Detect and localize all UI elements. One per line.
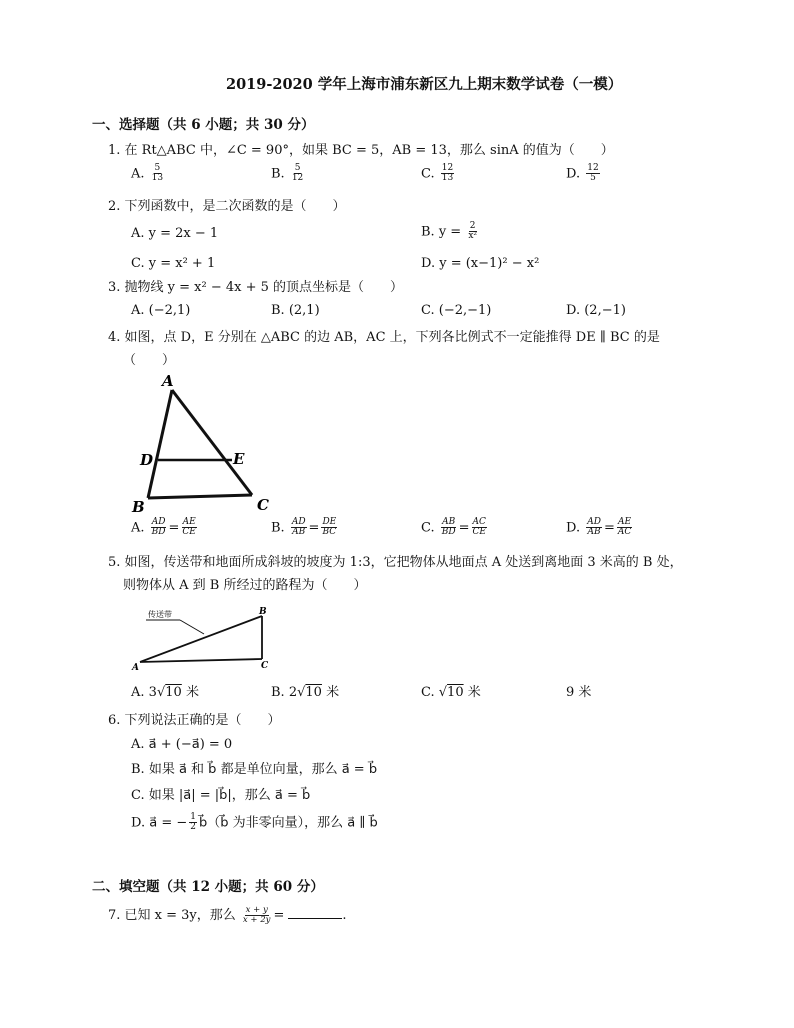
ground-line: [140, 659, 262, 662]
conveyor-belt-line: [140, 616, 262, 662]
question-6-option-c: C. 如果 |a⃗| = |b⃗|，那么 a⃗ = b⃗: [131, 788, 311, 803]
label-b: B: [132, 498, 145, 514]
question-1-option-c: C. $\frac{12}{13}$: [421, 163, 454, 184]
question-4-option-c: C. $\frac{AB}{BD}$ = $\frac{AC}{CE}$: [421, 517, 486, 538]
label-c: C: [261, 661, 269, 671]
question-6-option-b: B. 如果 a⃗ 和 b⃗ 都是单位向量，那么 a⃗ = b⃗: [131, 762, 378, 777]
question-3-stem: 3. 抛物线 y = x² − 4x + 5 的顶点坐标是（ ）: [108, 280, 404, 295]
question-5-option-d: 9 米: [566, 685, 592, 700]
section-heading-fill-blank: 二、填空题（共 12 小题；共 60 分）: [92, 879, 324, 895]
question-4-stem-line-2: （ ）: [123, 353, 176, 368]
answer-blank[interactable]: [288, 906, 342, 919]
question-3-option-b: B. (2,1): [271, 303, 320, 318]
label-e: E: [233, 450, 245, 468]
question-1-stem: 1. 在 Rt△ABC 中，∠C = 90°，如果 BC = 5，AB = 13，那么 sinA 的值为（ ）: [108, 143, 614, 158]
triangle-side-ac: [172, 390, 252, 495]
question-2-option-b: B. y = $\frac{2}{\text{x²}}$: [421, 221, 478, 242]
section-heading-choice: 一、选择题（共 6 小题；共 30 分）: [92, 117, 315, 133]
question-4-option-d: D. $\frac{AD}{AB}$ = $\frac{AE}{AC}$: [566, 517, 632, 538]
belt-label-leader: [180, 620, 204, 634]
label-a: A: [162, 372, 174, 390]
question-5-slope-figure: [128, 604, 278, 674]
triangle-side-ab: [148, 390, 172, 498]
question-5-option-b: B. 2√10 米: [271, 685, 340, 700]
question-3-option-a: A. (−2,1): [131, 303, 191, 318]
question-7: 7. 已知 x = 3y，那么 $\frac{x + y}{x + 2y}$ = .: [108, 905, 347, 925]
question-2-stem: 2. 下列函数中，是二次函数的是（ ）: [108, 199, 346, 214]
question-6-option-a: A. a⃗ + (−a⃗) = 0: [131, 737, 233, 752]
question-2-option-d: D. y = (x−1)² − x²: [421, 256, 540, 271]
belt-label: 传送带: [148, 610, 172, 619]
question-5-stem-line-2: 则物体从 A 到 B 所经过的路程为（ ）: [123, 578, 367, 593]
page-title: 2019-2020 学年上海市浦东新区九上期末数学试卷（一模）: [226, 76, 623, 93]
question-1-option-d: D. $\frac{12}{5}$: [566, 163, 599, 184]
label-c: C: [257, 496, 269, 514]
question-2-option-c: C. y = x² + 1: [131, 256, 216, 271]
question-6-stem: 6. 下列说法正确的是（ ）: [108, 713, 281, 728]
question-1-option-a: A. $\frac{5}{13}$: [131, 163, 164, 184]
question-5-stem-line-1: 5. 如图，传送带和地面所成斜坡的坡度为 1:3，它把物体从地面点 A 处送到离地面 3 米高的 B 处，: [108, 555, 683, 570]
question-4-option-b: B. $\frac{AD}{AB}$ = $\frac{DE}{BC}$: [271, 517, 337, 538]
label-b: B: [259, 607, 267, 617]
question-6-option-d: D. a⃗ = − $\frac{1}{2}$ b⃗（b⃗ 为非零向量），那么 a⃗ ∥ b⃗: [131, 812, 378, 833]
question-5-option-a: A. 3√10 米: [131, 685, 199, 700]
label-d: D: [140, 451, 154, 469]
question-3-option-d: D. (2,−1): [566, 303, 626, 318]
label-a: A: [132, 663, 139, 673]
question-3-option-c: C. (−2,−1): [421, 303, 492, 318]
question-1-option-b: B. $\frac{5}{12}$: [271, 163, 304, 184]
question-4-stem-line-1: 4. 如图，点 D，E 分别在 △ABC 的边 AB，AC 上，下列各比例式不一定能推得 DE ∥ BC 的是: [108, 330, 660, 345]
question-5-option-c: C. √10 米: [421, 685, 481, 700]
triangle-side-bc: [148, 495, 252, 498]
question-2-option-a: A. y = 2x − 1: [131, 226, 219, 241]
question-4-triangle-figure: [128, 372, 278, 514]
question-4-option-a: A. $\frac{AD}{BD}$ = $\frac{AE}{CE}$: [131, 517, 196, 538]
